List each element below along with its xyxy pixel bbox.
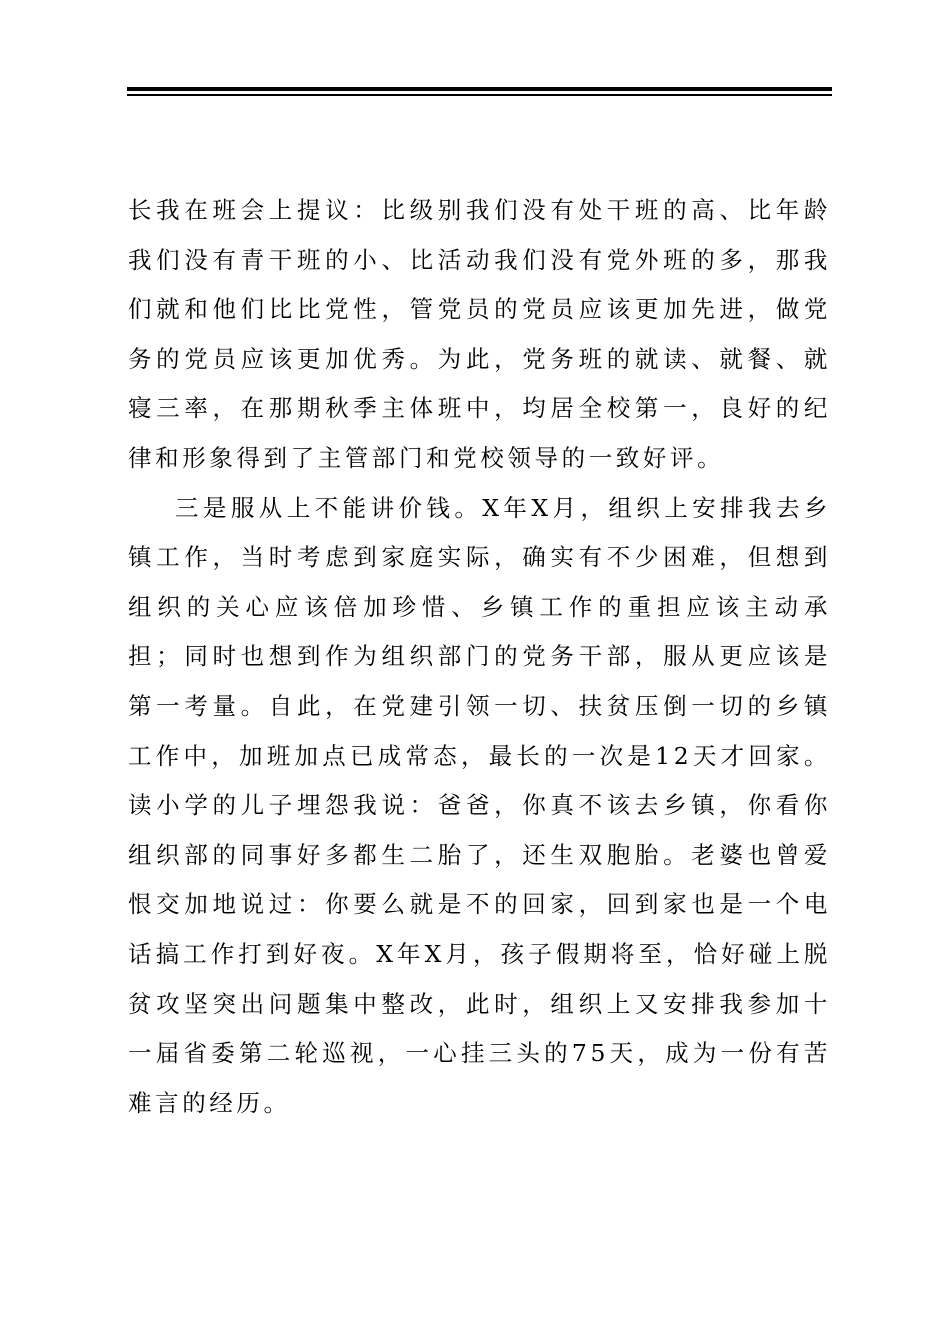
header-rule-thin-line: [127, 94, 832, 96]
paragraph-continued: 长我在班会上提议：比级别我们没有处干班的高、比年龄我们没有青干班的小、比活动我们没有党外班的多，那我们就和他们比比党性，管党员的党员应该更加先进，做党务的党员应该更加优秀。为此，党务班的就读、就餐、就寝三率，在那期秋季主体班中，均居全校第一，良好的纪律和形象得到了主管部门和党校领导的一致好评。: [128, 196, 831, 472]
document-body: [128, 186, 831, 1128]
header-rule-thick-line: [127, 87, 832, 91]
header-double-rule: [127, 87, 832, 97]
paragraph-obedience: 三是服从上不能讲价钱。X年X月，组织上安排我去乡镇工作，当时考虑到家庭实际，确实有不少困难，但想到组织的关心应该倍加珍惜、乡镇工作的重担应该主动承担；同时也想到作为组织部门的党务干部，服从更应该是第一考量。自此，在党建引领一切、扶贫压倒一切的乡镇工作中，加班加点已成常态，最长的一次是12天才回家。读小学的儿子埋怨我说：爸爸，你真不该去乡镇，你看你组织部的同事好多都生二胎了，还生双胞胎。老婆也曾爱恨交加地说过：你要么就是不的回家，回到家也是一个电话搞工作打到好夜。X年X月，孩子假期将至，恰好碰上脱贫攻坚突出问题集中整改，此时，组织上又安排我参加十一届省委第二轮巡视，一心挂三头的75天，成为一份有苦难言的经历。: [128, 493, 831, 1117]
